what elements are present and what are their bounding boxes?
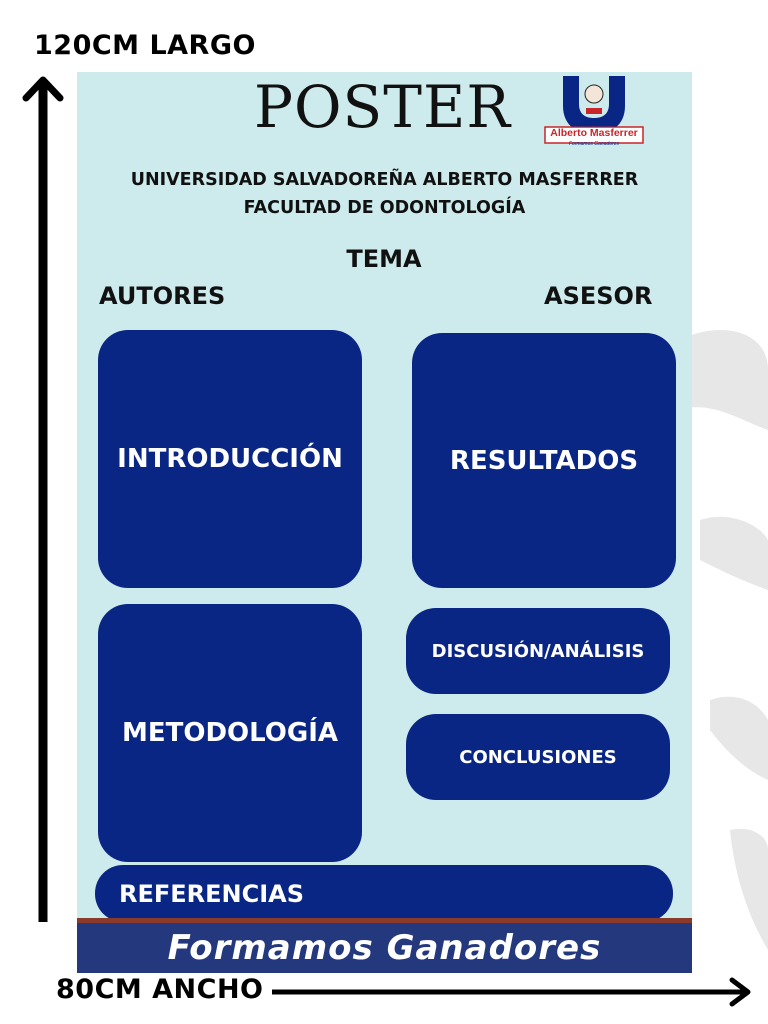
vertical-arrow-icon [20, 70, 66, 926]
width-dimension-label: 80CM ANCHO [56, 974, 264, 1005]
references-label: REFERENCIAS [119, 879, 305, 908]
faculty-name: FACULTAD DE ODONTOLOGÍA [243, 198, 526, 218]
conclusions-section [406, 714, 670, 800]
introduction-label: INTRODUCCIÓN [117, 444, 343, 474]
advisor-label: ASESOR [544, 282, 653, 310]
authors-label: AUTORES [99, 282, 226, 310]
logo-name: Alberto Masferrer [550, 127, 638, 139]
discussion-label: DISCUSIÓN/ANÁLISIS [431, 640, 645, 662]
discussion-section [406, 608, 670, 694]
poster-title: POSTER [253, 73, 511, 141]
footer-banner [77, 923, 692, 973]
introduction-section [98, 330, 362, 588]
horizontal-arrow-icon [272, 974, 756, 1010]
university-name: UNIVERSIDAD SALVADOREÑA ALBERTO MASFERRER [130, 170, 639, 190]
methodology-section [98, 604, 362, 862]
footer-slogan: Formamos Ganadores [167, 928, 602, 968]
height-dimension-label: 120CM LARGO [34, 30, 256, 61]
results-label: RESULTADOS [449, 445, 639, 476]
conclusions-label: CONCLUSIONES [459, 746, 617, 768]
logo-top-text: Universidad Salvadoreña [571, 123, 617, 128]
methodology-label: METODOLOGÍA [121, 718, 339, 748]
logo-motto: Formamos Ganadores [568, 141, 620, 147]
topic-label: TEMA [346, 245, 422, 273]
references-section [95, 865, 673, 922]
results-section [412, 333, 676, 588]
